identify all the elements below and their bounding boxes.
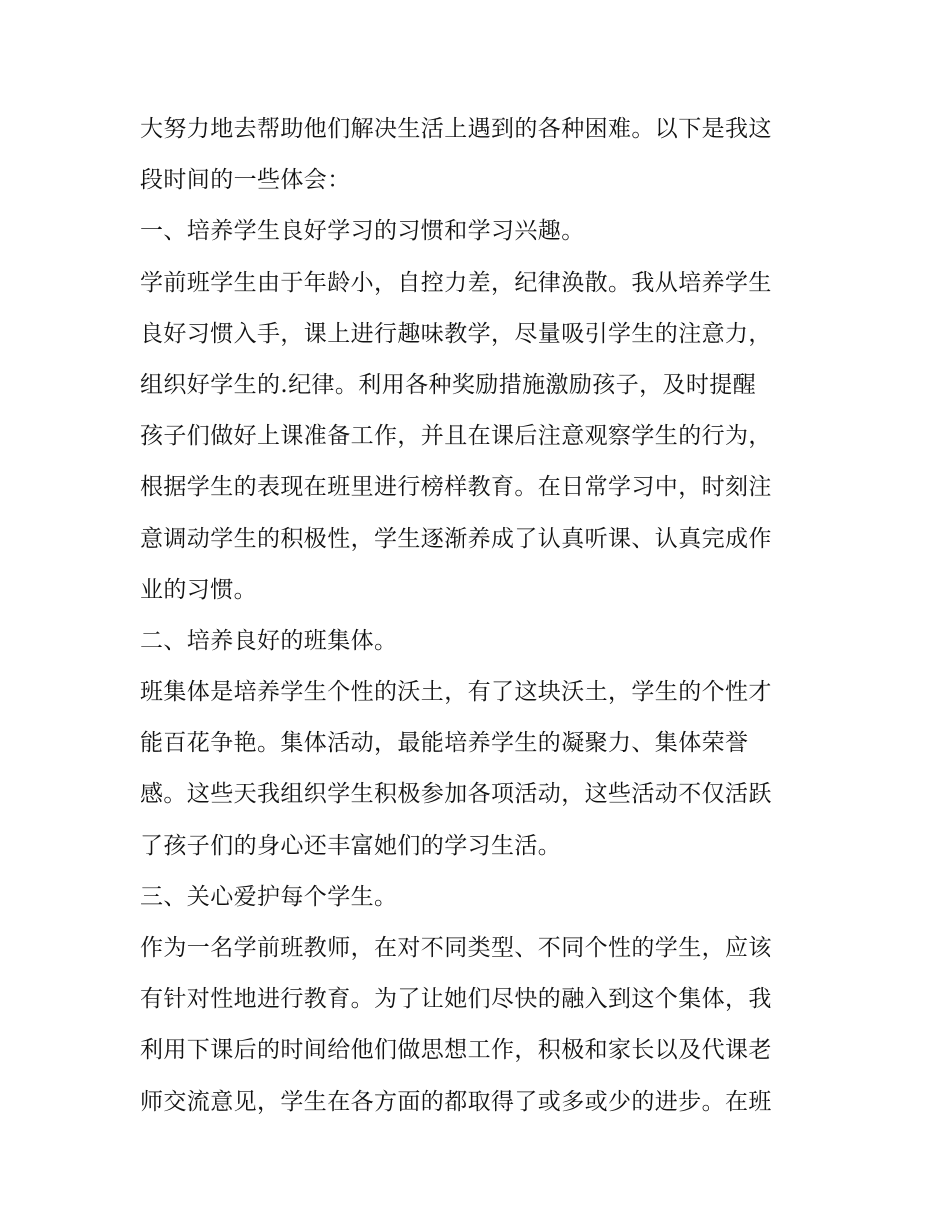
text-line-9: 意调动学生的积极性，学生逐渐养成了认真听课、认真完成作 bbox=[140, 525, 772, 552]
text-line-20: 师交流意见，学生在各方面的都取得了或多或少的进步。在班 bbox=[140, 1088, 772, 1115]
text-line-13: 能百花争艳。集体活动，最能培养学生的凝聚力、集体荣誉 bbox=[140, 730, 749, 757]
text-line-15: 了孩子们的身心还丰富她们的学习生活。 bbox=[140, 832, 562, 859]
text-line-8: 根据学生的表现在班里进行榜样教育。在日常学习中，时刻注 bbox=[140, 474, 772, 501]
document-body bbox=[140, 104, 820, 1128]
text-line-1: 大努力地去帮助他们解决生活上遇到的各种困难。以下是我这 bbox=[140, 116, 772, 142]
text-line-17: 作为一名学前班教师，在对不同类型、不同个性的学生，应该 bbox=[140, 935, 772, 961]
text-line-12: 班集体是培养学生个性的沃土，有了这块沃土，学生的个性才 bbox=[140, 679, 772, 706]
text-line-6: 组织好学生的.纪律。利用各种奖励措施激励孩子，及时提醒 bbox=[140, 371, 757, 398]
text-line-14: 感。这些天我组织学生积极参加各项活动，这些活动不仅活跃 bbox=[140, 781, 772, 808]
text-line-18: 有针对性地进行教育。为了让她们尽快的融入到这个集体，我 bbox=[140, 986, 772, 1013]
text-line-4: 学前班学生由于年龄小，自控力差，纪律涣散。我从培养学生 bbox=[140, 269, 772, 296]
section-heading-1: 一、培养学生良好学习的习惯和学习兴趣。 bbox=[140, 218, 585, 245]
text-line-19: 利用下课后的时间给他们做思想工作，积极和家长以及代课老 bbox=[140, 1037, 772, 1064]
section-heading-2: 二、培养良好的班集体。 bbox=[140, 627, 398, 654]
text-line-10: 业的习惯。 bbox=[140, 576, 257, 603]
text-line-7: 孩子们做好上课准备工作，并且在课后注意观察学生的行为， bbox=[140, 423, 772, 450]
section-heading-3: 三、关心爱护每个学生。 bbox=[140, 883, 398, 910]
text-line-5: 良好习惯入手，课上进行趣味教学，尽量吸引学生的注意力， bbox=[140, 320, 772, 347]
text-line-2: 段时间的一些体会： bbox=[140, 167, 351, 194]
